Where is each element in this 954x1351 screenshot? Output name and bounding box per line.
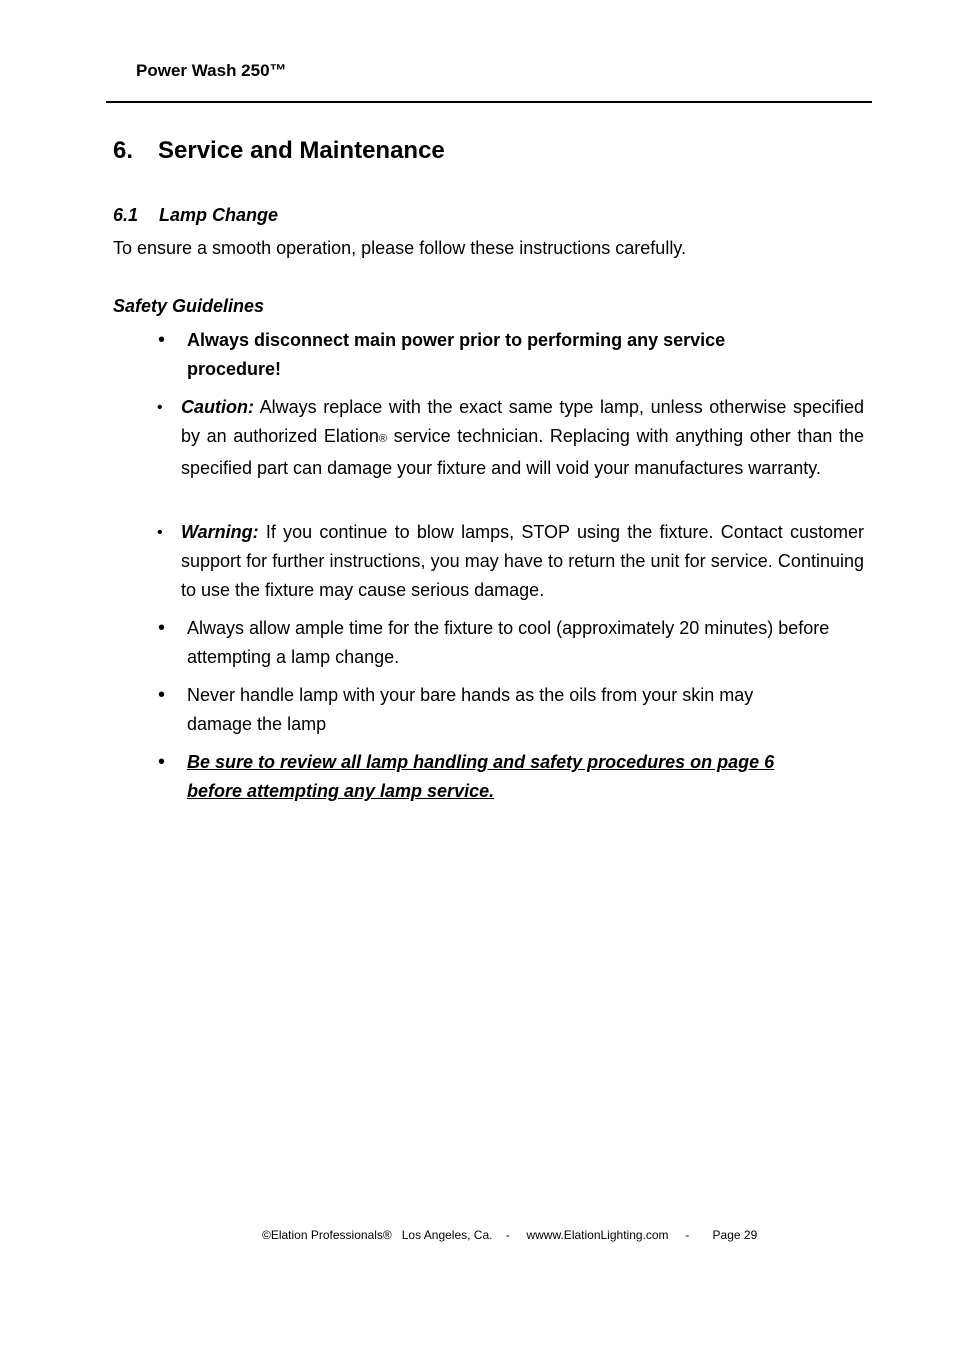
registered-mark: ® [378, 433, 388, 445]
subsection-title: Lamp Change [159, 205, 279, 225]
subsection-number: 6.1 [113, 205, 139, 225]
list-item-text: Never handle lamp with your bare hands as the oils from your skin may damage the lamp [187, 685, 754, 734]
caution-label: Caution: [181, 397, 254, 417]
section-heading [113, 137, 445, 165]
bullet-icon: • [158, 684, 166, 706]
intro-paragraph: To ensure a smooth operation, please follow these instructions carefully. [113, 238, 686, 258]
section-number: 6. [113, 137, 134, 164]
subsection-heading [113, 205, 278, 226]
warning-label: Warning: [181, 522, 259, 542]
caution-text-part1: Always replace with the exact same type lamp, unless otherwise specified by an authorized Elation [181, 397, 864, 446]
caution-text-part2: service technician. Replacing with anything other than the specified part can damage your fixture and will void your manufactures warranty. [181, 426, 864, 478]
bullet-icon: • [157, 399, 163, 416]
bullet-icon: • [158, 329, 166, 351]
bullet-icon: • [158, 617, 166, 639]
bullet-icon: • [157, 524, 163, 541]
list-item-text [181, 393, 864, 483]
list-item-text [181, 518, 864, 605]
page-footer: ©Elation Professionals® Los Angeles, Ca. - wwww.ElationLighting.com - Page 29 [262, 1228, 758, 1242]
bullet-icon: • [158, 751, 166, 773]
warning-text: If you continue to blow lamps, STOP using the fixture. Contact customer support for further instructions, you may have to return the unit for service. Continuing to use the fixture may cause serious damage. [181, 522, 864, 600]
review-safety-procedures-note: Be sure to review all lamp handling and safety procedures on page 6 before attempting any lamp service. [187, 752, 775, 801]
running-header-title: Power Wash 250™ [136, 61, 287, 80]
list-item-text: Always disconnect main power prior to performing any service procedure! [187, 330, 726, 379]
list-item-text [187, 748, 827, 806]
list-item-text: Always allow ample time for the fixture to cool (approximately 20 minutes) before attempting a lamp change. [187, 618, 830, 667]
section-title: Service and Maintenance [158, 137, 445, 164]
header-divider [106, 101, 872, 103]
safety-guidelines-heading: Safety Guidelines [113, 296, 265, 316]
